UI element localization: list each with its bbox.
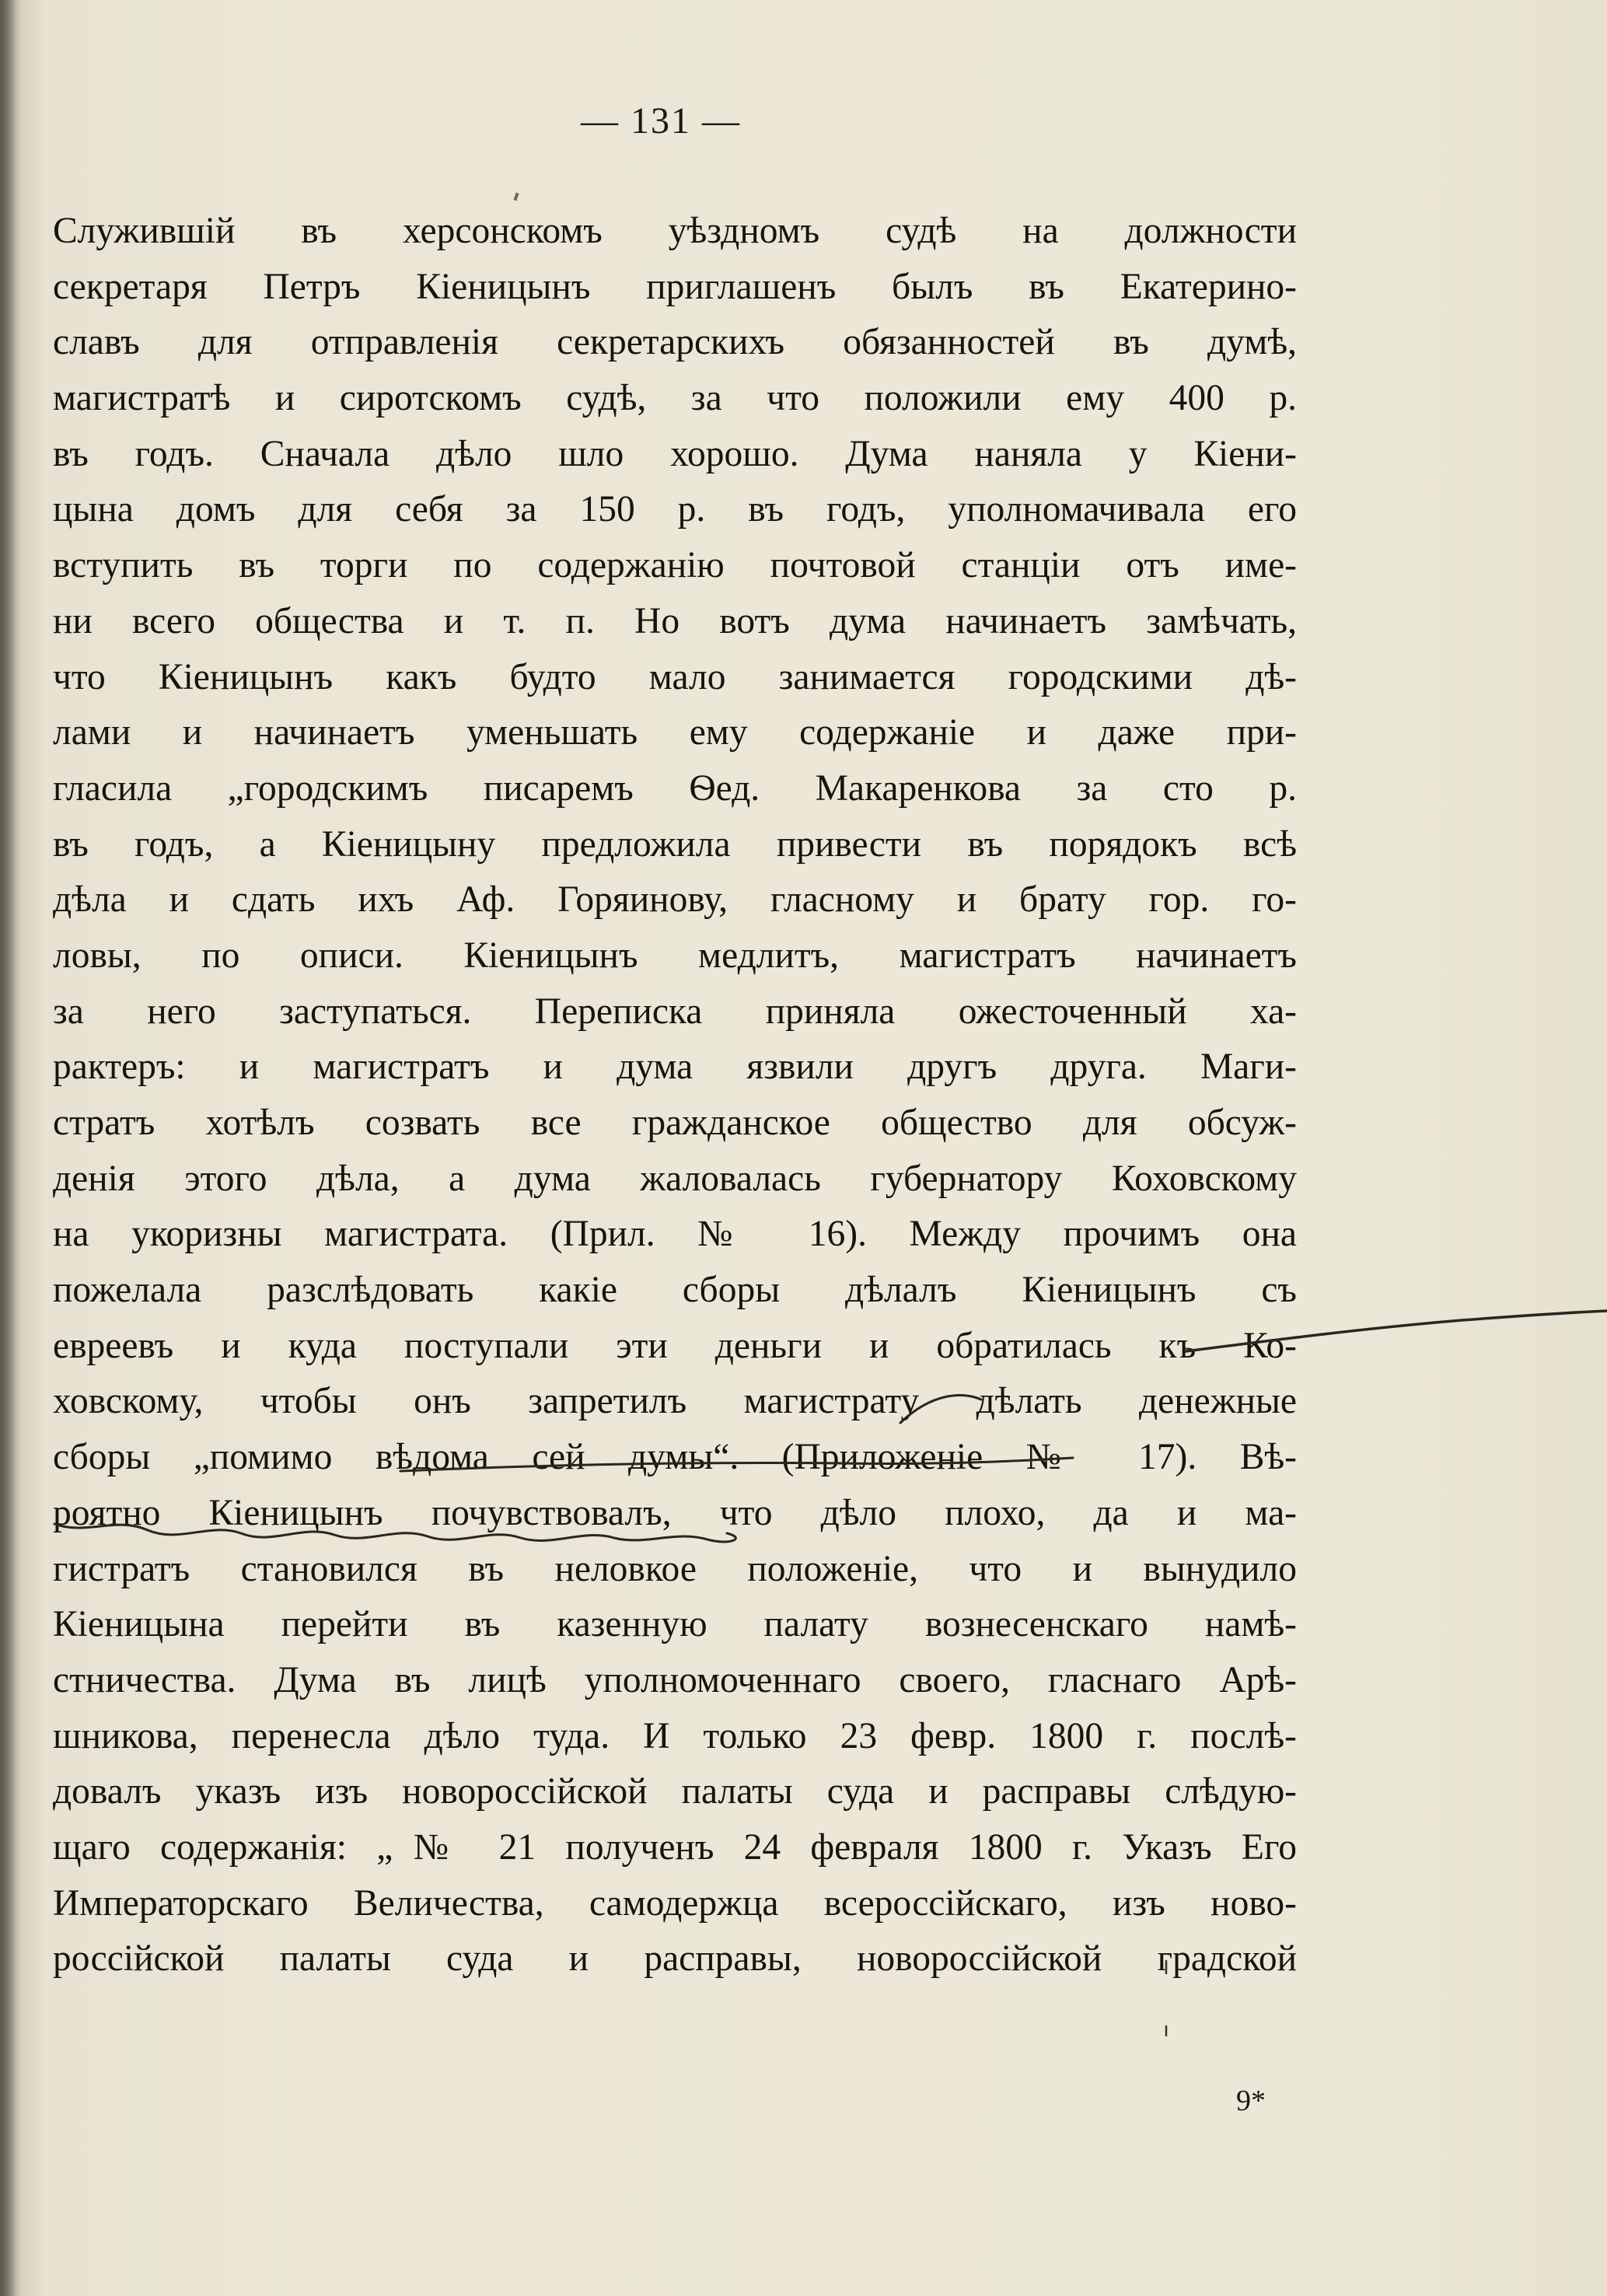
text-line: за него заступаться. Переписка приняла ожесточенный ха-: [53, 991, 1297, 1032]
text-line: Служившій въ херсонскомъ уѣздномъ судѣ на должности: [53, 211, 1297, 251]
text-line: Кіеницына перейти въ казенную палату вознесенскаго намѣ-: [53, 1604, 1297, 1645]
text-line: шникова, перенесла дѣло туда. И только 23 февр. 1800 г. послѣ-: [53, 1715, 1297, 1756]
page-number: — 131 —: [581, 100, 741, 142]
text-line: гистратъ становился въ неловкое положеніе, что и вынудило: [53, 1548, 1297, 1589]
text-line: пожелала разслѣдовать какіе сборы дѣлалъ Кіеницынъ съ: [53, 1270, 1297, 1311]
text-line: евреевъ и куда поступали эти деньги и обратилась къ Ко-: [53, 1325, 1297, 1366]
text-line: ни всего общества и т. п. Но вотъ дума начинаетъ замѣчать,: [53, 600, 1297, 641]
text-line: довалъ указъ изъ новороссійской палаты суда и расправы слѣдую-: [53, 1771, 1297, 1812]
text-line: славъ для отправленія секретарскихъ обязанностей въ думѣ,: [53, 322, 1297, 363]
text-line: вступить въ торги по содержанію почтовой станціи отъ име-: [53, 545, 1297, 586]
body-text: [53, 204, 1297, 1987]
text-line: ховскому, чтобы онъ запретилъ магистрату дѣлать денежные: [53, 1381, 1297, 1422]
text-line: что Кіеницынъ какъ будто мало занимается городскими дѣ-: [53, 656, 1297, 697]
text-line: сборы „помимо вѣдома сей думы“. (Приложеніе № 17). Вѣ-: [53, 1437, 1297, 1478]
text-line: роятно Кіеницынъ почувствовалъ, что дѣло плохо, да и ма-: [53, 1492, 1297, 1533]
text-line: секретаря Петръ Кіеницынъ приглашенъ былъ въ Екатерино-: [53, 266, 1297, 307]
text-line: гласила „городскимъ писаремъ Ѳед. Макаренкова за сто р.: [53, 767, 1297, 809]
text-line: цына домъ для себя за 150 р. въ годъ, уполномачивала его: [53, 489, 1297, 530]
binding-shadow: [0, 0, 17, 2296]
text-line: стничества. Дума въ лицѣ уполномоченнаго своего, гласнаго Арѣ-: [53, 1659, 1297, 1700]
text-line: рактеръ: и магистратъ и дума язвили другъ друга. Маги-: [53, 1047, 1297, 1088]
text-line: ловы, по описи. Кіеницынъ медлитъ, магистратъ начинаетъ: [53, 935, 1297, 976]
signature-mark: 9*: [1236, 2085, 1266, 2117]
text-line: стратъ хотѣлъ созвать все гражданское общество для обсуж-: [53, 1103, 1297, 1143]
text-line: россійской палаты суда и расправы, новороссійской градской: [53, 1938, 1297, 1980]
text-line: щаго содержанія: „№ 21 полученъ 24 февраля 1800 г. Указъ Его: [53, 1826, 1297, 1868]
text-line: дѣла и сдать ихъ Аф. Горяинову, гласному и брату гор. го-: [53, 879, 1297, 921]
ink-speck: [513, 193, 519, 201]
text-line: въ годъ, а Кіеницыну предложила привести въ порядокъ всѣ: [53, 823, 1297, 865]
text-line: въ годъ. Сначала дѣло шло хорошо. Дума наняла у Кіени-: [53, 433, 1297, 474]
text-line: лами и начинаетъ уменьшать ему содержаніе и даже при-: [53, 712, 1297, 753]
text-line: магистратѣ и сиротскомъ судѣ, за что положили ему 400 р.: [53, 378, 1297, 419]
text-line: на укоризны магистрата. (Прил. № 16). Между прочимъ она: [53, 1214, 1297, 1255]
text-line: Императорскаго Величества, самодержца всероссійскаго, изъ ново-: [53, 1882, 1297, 1924]
text-line: денія этого дѣла, а дума жаловалась губернатору Коховскому: [53, 1158, 1297, 1199]
